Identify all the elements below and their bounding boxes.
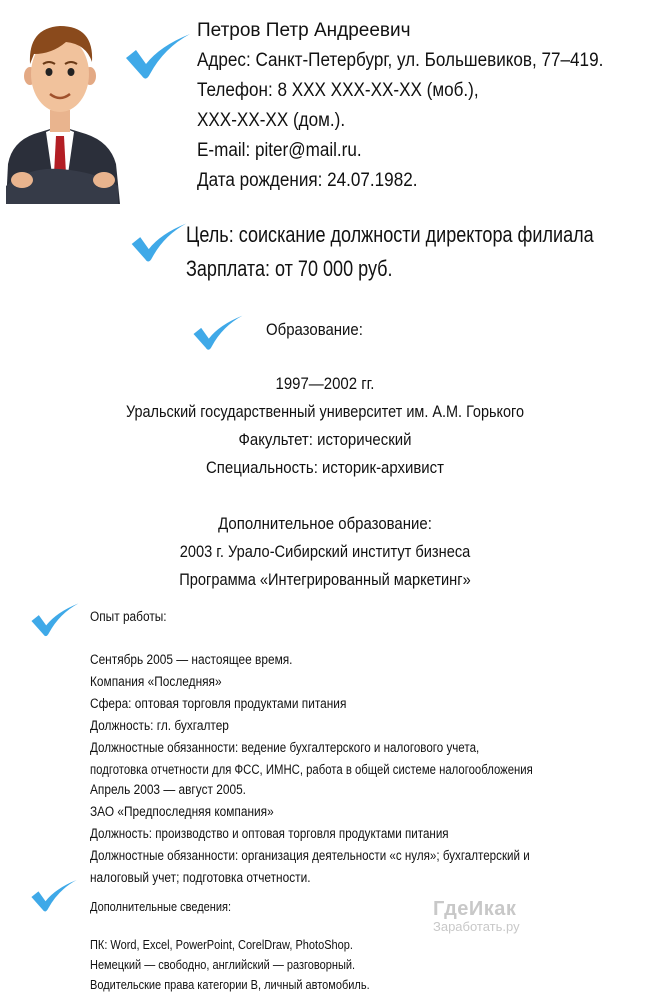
experience-line: налоговый учет; подготовка отчетности.	[90, 870, 311, 885]
avatar	[0, 14, 125, 204]
education-heading: Образование:	[266, 320, 363, 339]
education-years: 1997—2002 гг.	[275, 374, 375, 393]
check-icon	[30, 876, 78, 918]
watermark-line1: ГдеИкак	[433, 898, 517, 920]
watermark-line2: Заработать.ру	[433, 919, 520, 934]
birthdate: Дата рождения: 24.07.1982.	[197, 170, 418, 191]
phone-home: XXX-XX-XX (дом.).	[197, 110, 346, 131]
education-faculty: Факультет: исторический	[238, 430, 412, 449]
address: Адрес: Санкт-Петербург, ул. Большевиков, 77–419.	[197, 50, 604, 71]
goal-position: Цель: соискание должности директора филиала	[186, 222, 594, 247]
experience-line: ЗАО «Предпоследняя компания»	[90, 804, 274, 819]
watermark-logo	[433, 898, 553, 948]
extra-education-program: Программа «Интегрированный маркетинг»	[179, 570, 471, 589]
additional-line: Водительские права категории B, личный автомобиль.	[90, 978, 370, 992]
extra-education-institute: 2003 г. Урало-Сибирский институт бизнеса	[179, 542, 471, 561]
check-icon	[192, 312, 244, 356]
check-icon	[30, 600, 80, 642]
additional-line: ПК: Word, Excel, PowerPoint, CorelDraw, PhotoShop.	[90, 938, 353, 952]
experience-heading: Опыт работы:	[90, 609, 167, 624]
check-icon	[124, 32, 192, 84]
experience-line: Должностные обязанности: ведение бухгалтерского и налогового учета,	[90, 740, 480, 755]
experience-line: подготовка отчетности для ФСС, ИМНС, работа в общей системе налогообложения	[90, 762, 533, 777]
extra-education-heading: Дополнительное образование:	[218, 514, 432, 533]
experience-line: Должность: производство и оптовая торговля продуктами питания	[90, 826, 449, 841]
education-specialty: Специальность: историк-архивист	[205, 458, 445, 477]
education-university: Уральский государственный университет им. А.М. Горького	[125, 402, 525, 421]
phone: Телефон: 8 XXX XXX-XX-XX (моб.),	[197, 80, 479, 101]
experience-line: Апрель 2003 — август 2005.	[90, 782, 246, 797]
email: E-mail: piter@mail.ru.	[197, 140, 362, 161]
additional-heading: Дополнительные сведения:	[90, 900, 232, 914]
experience-line: Компания «Последняя»	[90, 674, 222, 689]
experience-line: Должностные обязанности: организация деятельности «с нуля»; бухгалтерский и	[90, 848, 530, 863]
check-icon	[130, 220, 188, 268]
experience-line: Сфера: оптовая торговля продуктами питания	[90, 696, 347, 711]
experience-line: Должность: гл. бухгалтер	[90, 718, 229, 733]
goal-salary: Зарплата: от 70 000 руб.	[186, 256, 393, 281]
experience-line: Сентябрь 2005 — настоящее время.	[90, 652, 293, 667]
full-name: Петров Петр Андреевич	[197, 20, 411, 41]
additional-line: Немецкий — свободно, английский — разговорный.	[90, 958, 356, 972]
